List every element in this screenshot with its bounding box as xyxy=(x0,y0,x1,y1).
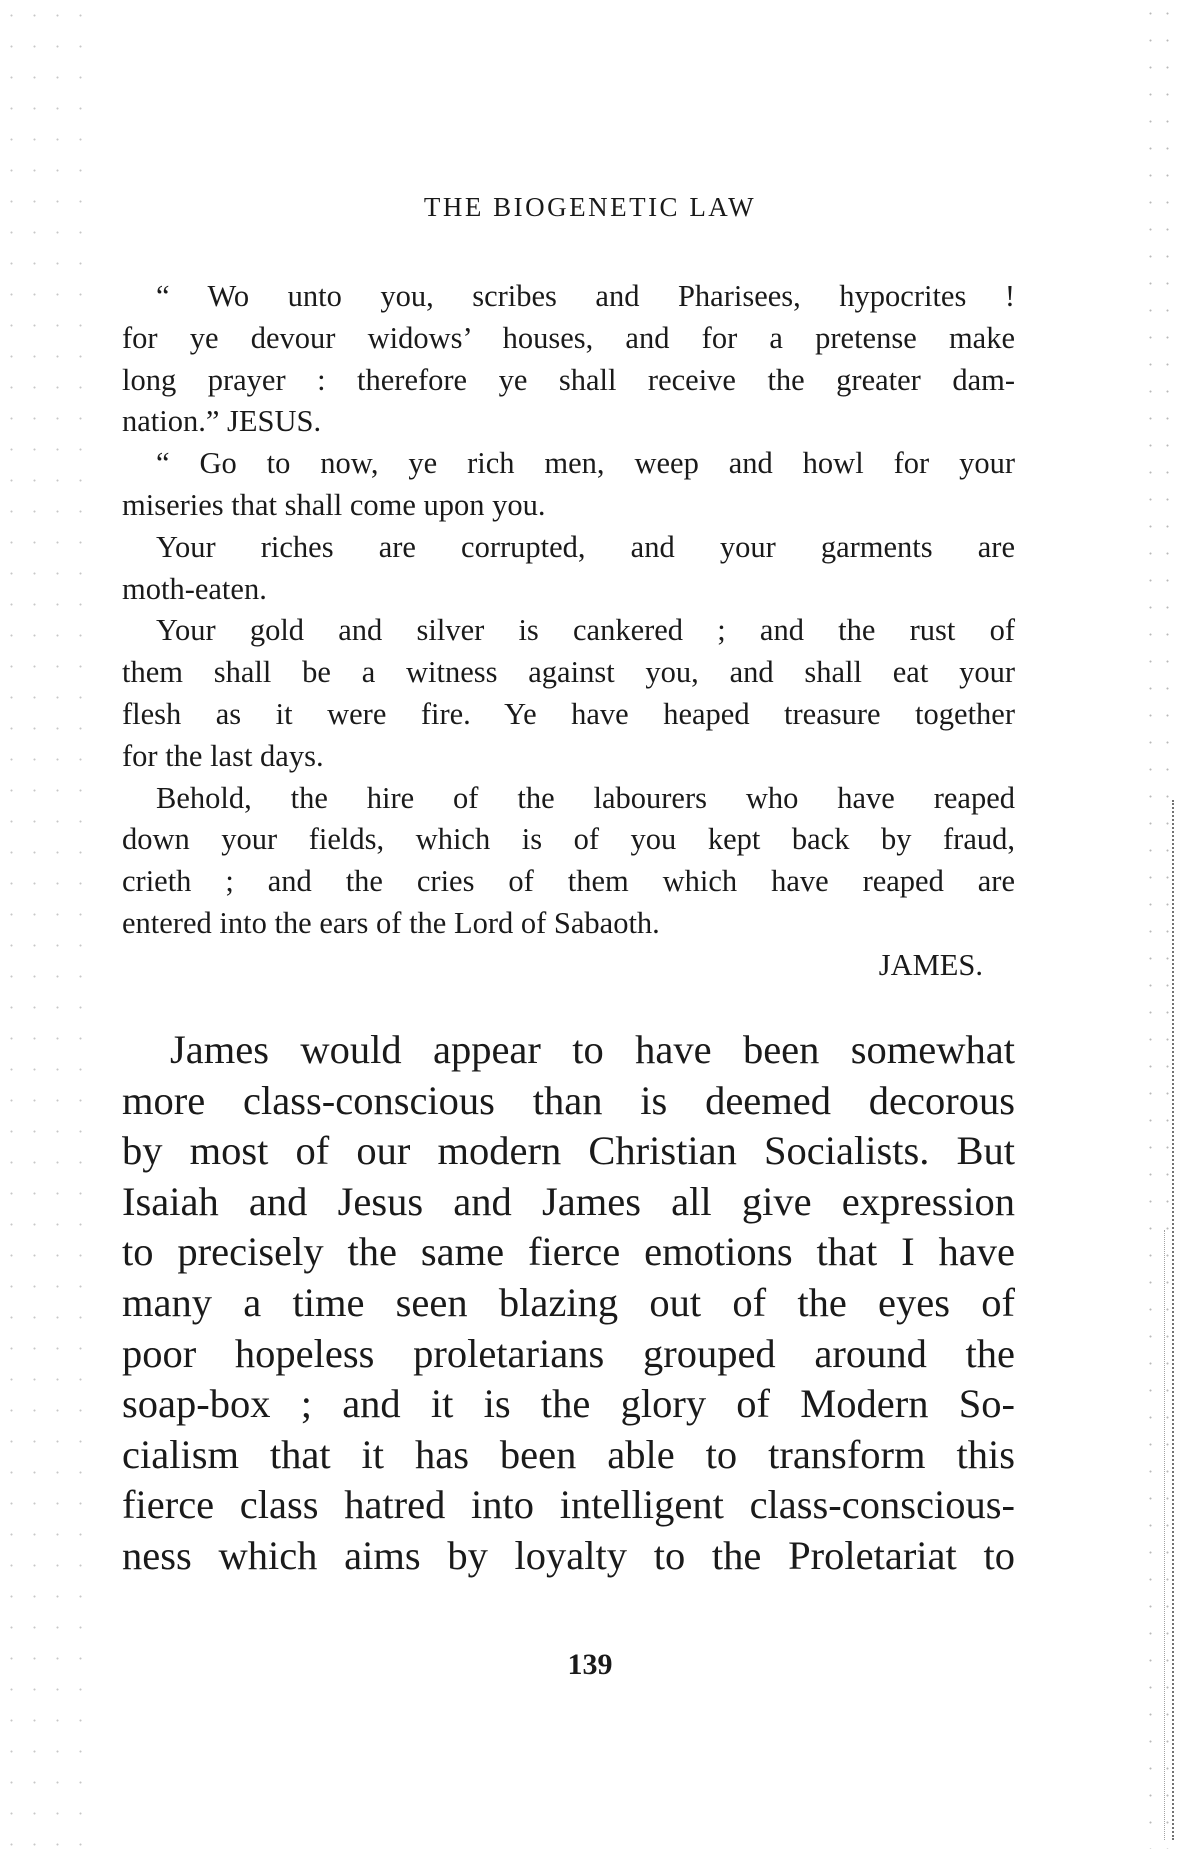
quote-line: “ Go to now, ye rich men, weep and howl for your xyxy=(156,446,1015,481)
quote-james xyxy=(122,443,1015,986)
quote-line: entered into the ears of the Lord of Sabaoth. xyxy=(122,905,660,940)
body-line: ness which aims by loyalty to the Proletariat to xyxy=(122,1532,1015,1578)
quote-line: “ Wo unto you, scribes and Pharisees, hypocrites ! xyxy=(156,279,1015,313)
scan-edge-line-secondary xyxy=(1164,1230,1166,1840)
body-line: by most of our modern Christian Socialists. But xyxy=(122,1128,1015,1174)
body-line: Isaiah and Jesus and James all give expression xyxy=(122,1178,1015,1224)
quote-line: miseries that shall come upon you. xyxy=(122,487,546,522)
body-line: to precisely the same fierce emotions that I have xyxy=(122,1229,1015,1275)
quote-line: nation.” JESUS. xyxy=(122,404,322,439)
body-paragraph xyxy=(122,1025,1015,1582)
body-line: fierce class hatred into intelligent class-conscious- xyxy=(122,1482,1015,1528)
running-head: THE BIOGENETIC LAW xyxy=(423,192,757,222)
epigraph-quotes xyxy=(122,276,1015,987)
body-line: soap-box ; and it is the glory of Modern So- xyxy=(122,1381,1015,1427)
body-line: more class-conscious than is deemed decorous xyxy=(122,1077,1015,1123)
quote-line: moth-eaten. xyxy=(122,571,267,606)
quote-jesus xyxy=(122,276,1015,443)
quote-line: long prayer : therefore ye shall receive the greater dam- xyxy=(122,362,1015,397)
quote-line: Your gold and silver is cankered ; and the rust of xyxy=(156,613,1015,648)
body-line: James would appear to have been somewhat xyxy=(170,1027,1015,1072)
quote-line: flesh as it were fire. Ye have heaped treasure together xyxy=(122,696,1015,731)
quote-line: crieth ; and the cries of them which have reaped are xyxy=(122,864,1015,899)
quote-attribution-james: JAMES. xyxy=(878,947,983,982)
scan-edge-left xyxy=(0,0,90,1849)
body-line: many a time seen blazing out of the eyes of xyxy=(122,1279,1015,1325)
body-line: poor hopeless proletarians grouped around the xyxy=(122,1330,1015,1376)
quote-line: down your fields, which is of you kept back by fraud, xyxy=(122,822,1015,857)
quote-line: Behold, the hire of the labourers who have reaped xyxy=(156,780,1015,815)
scan-edge-line xyxy=(1172,800,1176,1840)
quote-line: for the last days. xyxy=(122,738,324,773)
body-line: cialism that it has been able to transform this xyxy=(122,1431,1015,1477)
quote-line: for ye devour widows’ houses, and for a pretense make xyxy=(122,320,1015,355)
quote-line: Your riches are corrupted, and your garments are xyxy=(156,529,1015,564)
quote-line: them shall be a witness against you, and shall eat your xyxy=(122,655,1015,690)
page-number: 139 xyxy=(567,1648,613,1681)
